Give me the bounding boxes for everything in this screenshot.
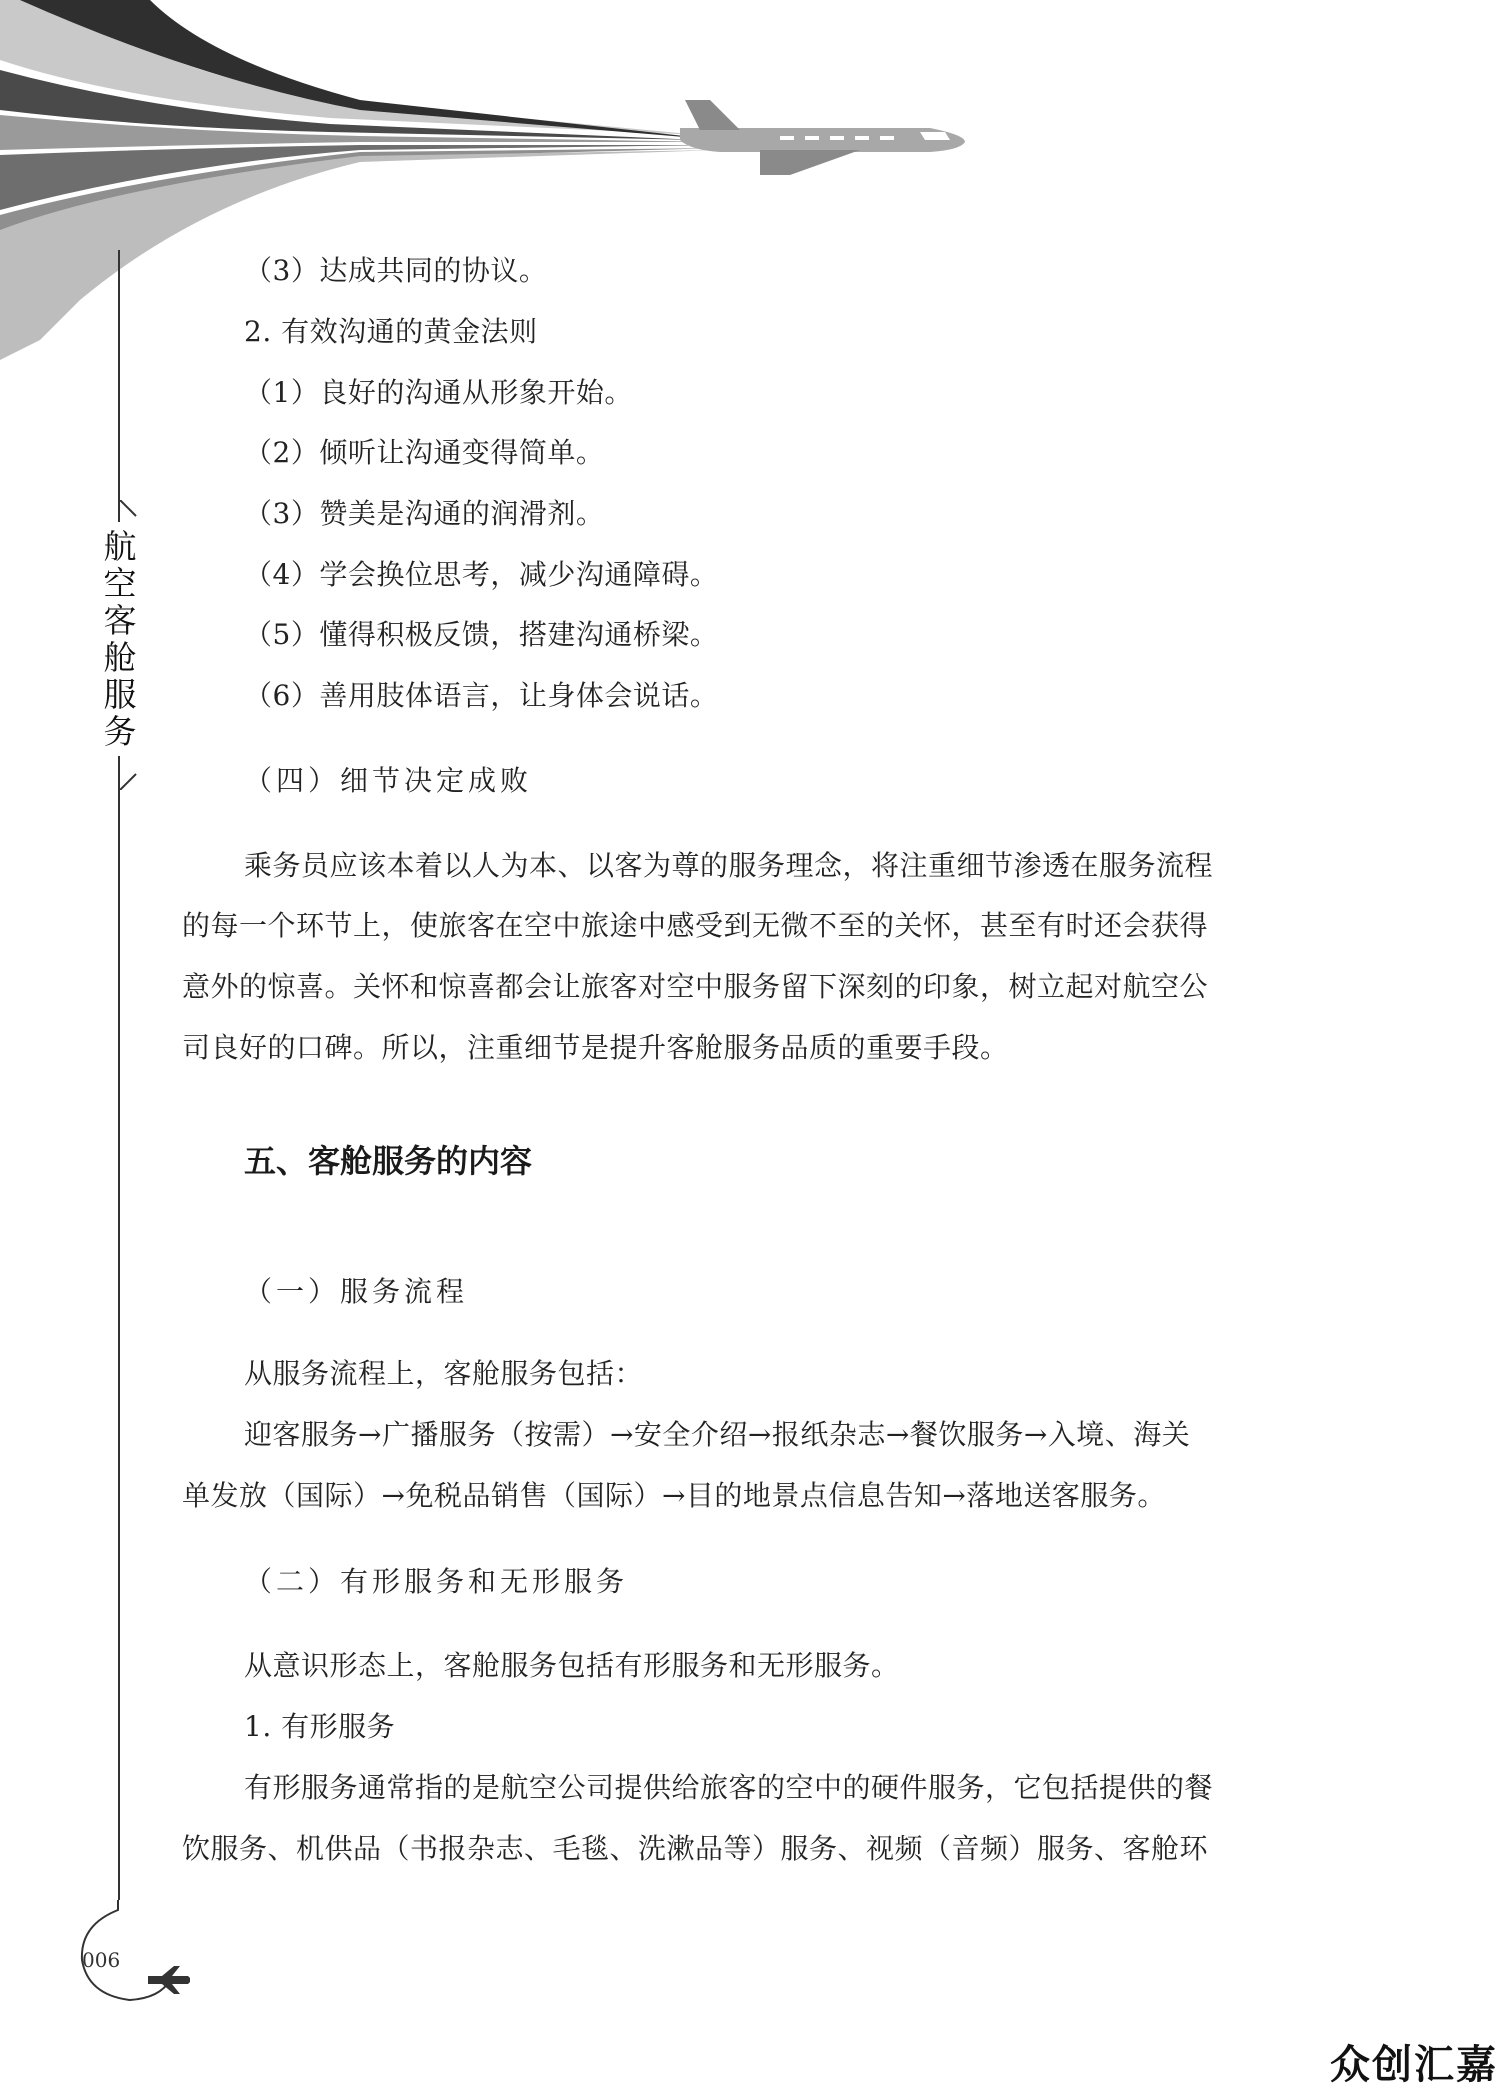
list-item: （4）学会换位思考，减少沟通障碍。 xyxy=(244,558,719,591)
paragraph-line: 迎客服务→广播服务（按需）→安全介绍→报纸杂志→餐饮服务→入境、海关 xyxy=(244,1418,1191,1451)
paragraph-line: 从意识形态上，客舱服务包括有形服务和无形服务。 xyxy=(244,1649,900,1682)
paragraph-line: 有形服务通常指的是航空公司提供给旅客的空中的硬件服务，它包括提供的餐 xyxy=(244,1771,1214,1804)
paragraph-line: 单发放（国际）→免税品销售（国际）→目的地景点信息告知→落地送客服务。 xyxy=(182,1479,1166,1512)
section-heading: 五、客舱服务的内容 xyxy=(244,1142,533,1180)
side-title-char: 务 xyxy=(103,712,137,751)
list-heading: 2. 有效沟通的黄金法则 xyxy=(244,315,538,348)
list-heading: 1. 有形服务 xyxy=(244,1710,396,1743)
side-title-char: 服 xyxy=(103,675,137,714)
paragraph-line: 从服务流程上，客舱服务包括： xyxy=(244,1357,644,1390)
list-item: （6）善用肢体语言，让身体会说话。 xyxy=(244,679,719,712)
side-title-char: 空 xyxy=(103,564,137,603)
list-item: （2）倾听让沟通变得简单。 xyxy=(244,436,605,469)
side-title-char: 航 xyxy=(103,527,137,566)
paragraph-line: 饮服务、机供品（书报杂志、毛毯、洗漱品等）服务、视频（音频）服务、客舱环 xyxy=(182,1832,1209,1865)
side-book-title xyxy=(95,522,145,756)
list-item: （5）懂得积极反馈，搭建沟通桥梁。 xyxy=(244,618,719,651)
airplane-icon xyxy=(680,100,965,175)
paragraph-line: 意外的惊喜。关怀和惊喜都会让旅客对空中服务留下深刻的印象，树立起对航空公 xyxy=(182,970,1209,1003)
page-number: 006 xyxy=(82,1948,121,1972)
list-item: （3）达成共同的协议。 xyxy=(244,254,548,287)
side-title-char: 客 xyxy=(103,601,137,640)
paragraph-line: 司良好的口碑。所以，注重细节是提升客舱服务品质的重要手段。 xyxy=(182,1031,1009,1064)
list-item: （3）赞美是沟通的润滑剂。 xyxy=(244,497,605,530)
side-title-char: 舱 xyxy=(103,638,137,677)
subsection-heading: （一）服务流程 xyxy=(244,1275,469,1308)
paragraph-line: 乘务员应该本着以人为本、以客为尊的服务理念，将注重细节渗透在服务流程 xyxy=(244,849,1214,882)
subsection-heading: （二）有形服务和无形服务 xyxy=(244,1565,629,1598)
page-number-ring xyxy=(60,1900,190,2010)
subsection-heading: （四）细节决定成败 xyxy=(244,764,533,797)
list-item: （1）良好的沟通从形象开始。 xyxy=(244,376,633,409)
watermark-text: 众创汇嘉 xyxy=(1330,2042,1498,2088)
paragraph-line: 的每一个环节上，使旅客在空中旅途中感受到无微不至的关怀，甚至有时还会获得 xyxy=(182,909,1209,942)
small-airplane-icon xyxy=(148,1966,190,1994)
spine-divider-line xyxy=(118,250,120,1900)
